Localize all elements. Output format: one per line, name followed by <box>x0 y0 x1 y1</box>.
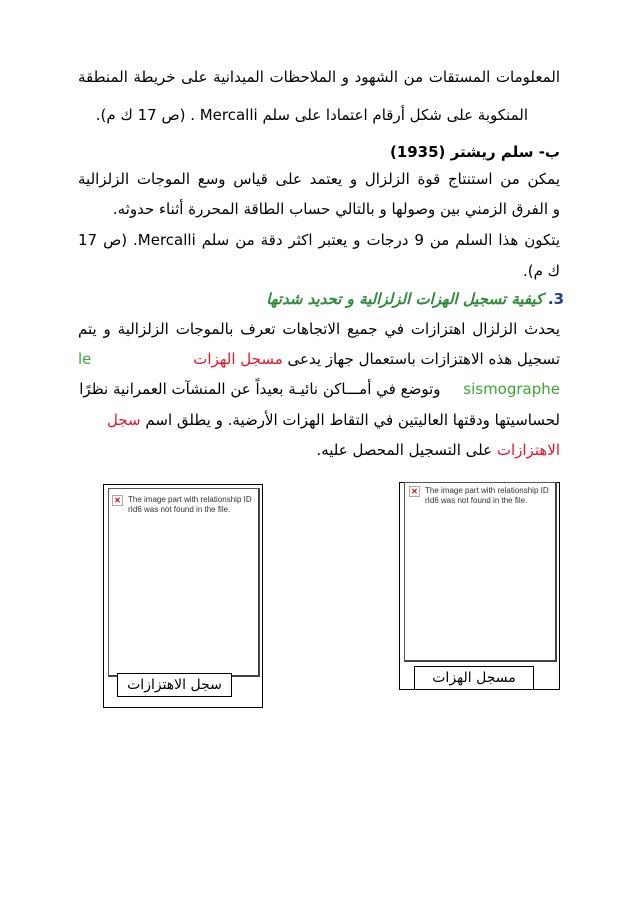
term-sismographe: sismographe <box>463 380 560 398</box>
figure-right-placeholder <box>404 482 557 662</box>
broken-image-left <box>112 495 252 515</box>
figure-right-caption: مسجل الهزات <box>414 666 534 690</box>
line-text: على التسجيل المحصل عليه. <box>316 441 493 459</box>
paragraph-line <box>78 409 560 431</box>
line-text: لحساسيتها ودقتها العاليتين في التقاط الهزات الأرضية. و يطلق اسم <box>145 411 560 429</box>
broken-image-icon: ✕ <box>112 495 123 506</box>
broken-image-message: The image part with relationship ID rId6 was not found in the file. <box>425 486 549 505</box>
term-le-text: le <box>78 350 92 368</box>
figure-left-caption: سجل الاهتزازات <box>117 673 232 697</box>
line-text: وتوضع في أمـــاكن نائيـة بعيداً عن المنشآت العمرانية نظرًا <box>79 380 441 398</box>
term-seismograph-ar: مسجل الهزات <box>193 350 283 368</box>
section-b-heading: ب- سلم ريشتر (1935) <box>389 143 560 161</box>
section-title: كيفية تسجيل الهزات الزلزالية و تحديد شدتها <box>266 290 544 308</box>
paragraph-line <box>78 378 560 400</box>
broken-image-message: The image part with relationship ID rId6 was not found in the file. <box>128 495 252 514</box>
term-le <box>78 348 560 370</box>
paragraph-line: يحدث الزلزال اهتزازات في جميع الاتجاهات تعرف بالموجات الزلزالية و يتم <box>78 320 560 338</box>
figure-left-placeholder <box>108 488 260 677</box>
line-text: تسجيل هذه الاهتزازات باستعمال جهاز يدعى <box>287 350 560 368</box>
broken-image-right <box>409 486 549 506</box>
section-number: 3. <box>547 290 564 308</box>
term-seismogram: سجل <box>107 411 141 429</box>
broken-image-icon: ✕ <box>409 486 420 497</box>
paragraph-line <box>78 439 560 461</box>
paragraph-line: و الفرق الزمني بين وصولها و بالتالي حساب الطاقة المحررة أثناء حدوثه. <box>112 200 560 218</box>
section-3-heading <box>78 288 564 310</box>
term-seismogram-cont: الاهتزازات <box>496 441 560 459</box>
paragraph-line: ك م). <box>522 262 560 280</box>
paragraph-line: المنكوبة على شكل أرقام اعتمادا على سلم Mercalli . (ص 17 ك م). <box>95 106 528 124</box>
paragraph-line: المعلومات المستقات من الشهود و الملاحظات الميدانية على خريطة المنطقة <box>78 68 560 86</box>
paragraph-line: يتكون هذا السلم من 9 درجات و يعتبر اكثر دقة من سلم Mercalli. (ص 17 <box>78 231 561 249</box>
paragraph-line: يمكن من استنتاج قوة الزلزال و يعتمد على قياس وسع الموجات الزلزالية <box>78 170 560 188</box>
